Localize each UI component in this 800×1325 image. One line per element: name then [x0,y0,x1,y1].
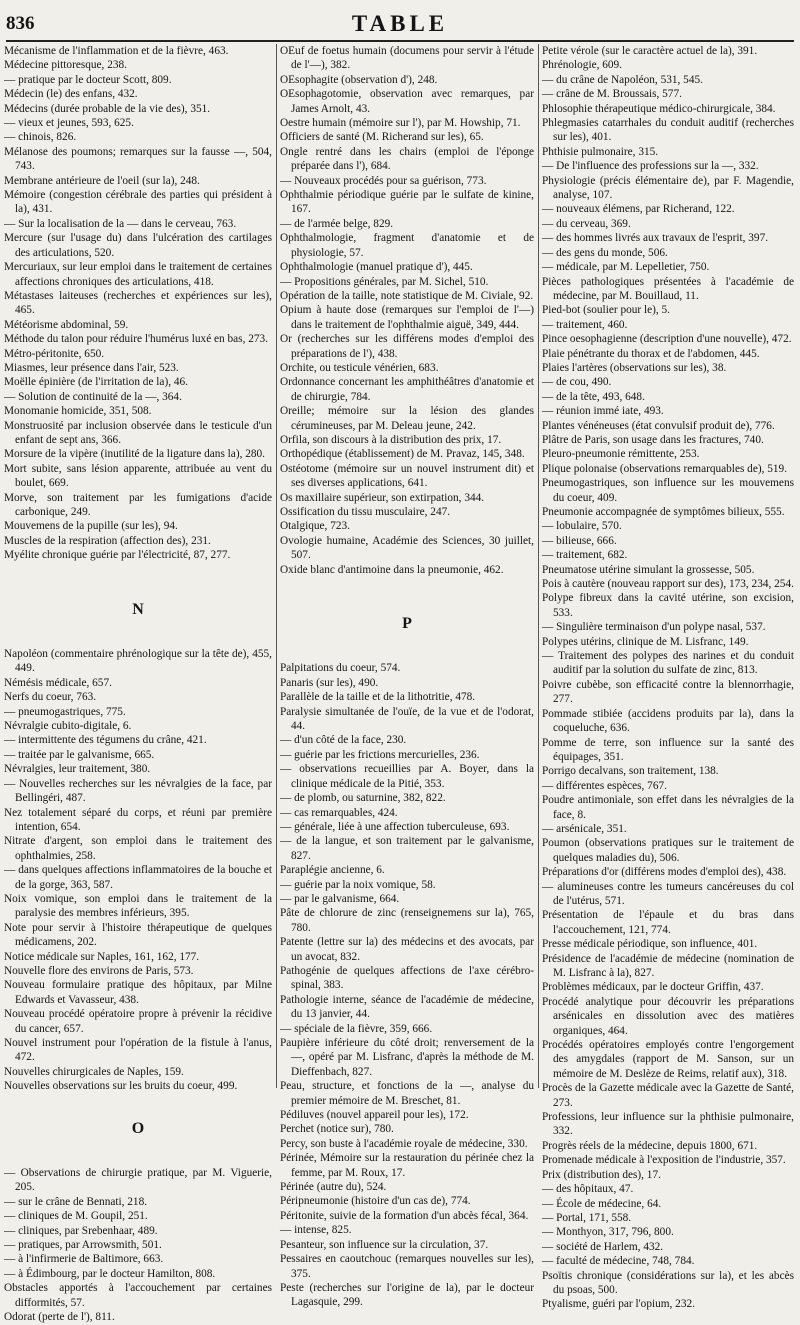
index-entry: Petite vérole (sur le caractère actuel de la), 391. [542,45,758,57]
index-entry: Progrès réels de la médecine, depuis 1800, 671. [542,1139,758,1152]
index-entry: Péripneumonie (histoire d'un cas de), 774. [280,1195,471,1208]
index-entry: OEsophagite (observation d'), 248. [280,73,438,86]
index-entry: Pneumogastriques, son influence sur les mouvemens du coeur, 409. [542,477,794,504]
index-entry: Officiers de santé (M. Richerand sur les), 65. [280,131,484,144]
index-entry: Orthopédique (établissement) de M. Pravaz, 145, 348. [280,448,525,461]
index-entry: Métastases laiteuses (recherches et expériences sur les), 465. [4,289,272,317]
index-entry: Porrigo decalvans, son traitement, 138. [542,765,719,778]
index-entry: Plaie pénétrante du thorax et de l'abdomen, 445. [542,347,760,360]
index-entry: Or (recherches sur les différens modes d'emploi des préparations de l'), 438. [280,333,534,360]
index-entry: Météorisme abdominal, 59. [4,318,129,331]
index-entry: Moëlle épinière (de l'irritation de la), 46. [4,376,188,389]
index-entry: Poivre cubèbe, son efficacité contre la blennorrhagie, 277. [542,678,794,706]
index-entry: Paupière inférieure du côté droit; renversement de la —, opéré par M. Lisfranc, d'après la méthode de M. Dieffenbach, 827. [280,1037,534,1078]
index-entry: Mécanisme de l'inflammation et de la fièvre, 463. [4,45,229,57]
index-entry: Présentation de l'épaule et du bras dans l'accouchement, 121, 774. [542,909,794,936]
index-entry: — intermittente des tégumens du crâne, 421. [4,734,207,747]
index-entry: Peste (recherches sur l'origine de la), par le docteur Lagasquie, 299. [280,1281,534,1309]
index-entry: Procédé analytique pour découvrir les préparations arsénicales en dissolution avec des matières organiques, 464. [542,995,794,1037]
index-entry: Oreille; mémoire sur la lésion des glandes cérumineuses, par M. Deleau jeune, 242. [280,405,534,432]
index-entry: Nitrate d'argent, son emploi dans le traitement des ophthalmies, 258. [4,835,272,862]
index-entry: Muscles de la respiration (affection des), 231. [4,534,211,547]
index-entry: Plique polonaise (observations remarquables de), 519. [542,462,788,475]
index-entry: Otalgique, 723. [280,520,350,533]
index-entry: Odorat (perte de l'), 811. [4,1311,115,1324]
index-entry: Mélanose des poumons; remarques sur la fausse —, 504, 743. [4,145,272,173]
index-entry: Patente (lettre sur la) des médecins et des avocats, par un avocat, 832. [280,936,534,963]
index-entry: — du cerveau, 369. [542,217,631,230]
index-entry: — observations recueillies par A. Boyer, dans la clinique médicale de la Pitié, 353. [280,763,534,790]
index-entry: — traitée par le galvanisme, 665. [4,748,155,761]
index-entry: Phthisie pulmonaire, 315. [542,145,659,158]
index-entry: — Nouvelles recherches sur les névralgies de la face, par Bellingéri, 487. [4,777,272,805]
index-entry: Pédiluves (nouvel appareil pour les), 172. [280,1109,469,1122]
index-entry: Problèmes médicaux, par le docteur Griffin, 437. [542,981,764,994]
index-entry: — dans quelques affections inflammatoires de la bouche et de la gorge, 363, 587. [4,864,272,891]
index-entry: Paraplégie ancienne, 6. [280,864,385,877]
index-entry: Parallèle de la taille et de la lithotritie, 478. [280,691,476,704]
index-entry: Nouvelles observations sur les bruits du coeur, 499. [4,1080,238,1093]
index-entry: Morsure de la vipère (inutilité de la ligature dans la), 280. [4,448,265,461]
index-entry: Mouvemens de la pupille (sur les), 94. [4,520,178,533]
index-entry: — Solution de continuité de la —, 364. [4,390,182,403]
index-entry: — réunion immé iate, 493. [542,405,664,418]
index-entry: Nez totalement séparé du corps, et réuni par première intention, 654. [4,806,272,833]
index-entry: Presse médicale périodique, son influence, 401. [542,938,758,951]
index-entry: Monomanie homicide, 351, 508. [4,405,152,418]
index-entry: — vieux et jeunes, 593, 625. [4,117,134,130]
index-entry: Oxide blanc d'antimoine dans la pneumonie, 462. [280,563,504,576]
index-entry: OEsophagotomie, observation avec remarques, par James Arnolt, 43. [280,88,534,115]
index-entry: — de cou, 490. [542,376,612,389]
index-entry: Ossification du tissu musculaire, 247. [280,506,451,518]
index-entry: Orchite, ou testicule vénérien, 683. [280,361,439,374]
index-entry: Pâte de chlorure de zinc (renseignemens sur la), 765, 780. [280,907,534,934]
index-entry: Pince oesophagienne (description d'une nouvelle), 472. [542,333,792,346]
index-entry: Note pour servir à l'histoire thérapeutique de quelques médicamens, 202. [4,921,272,949]
index-entry: — cliniques, par Srebenhaar, 489. [4,1224,158,1237]
index-entry: Phlosophie thérapeutique médico-chirurgicale, 384. [542,102,776,115]
index-column-2 [280,44,534,1309]
index-entry: — des hôpitaux, 47. [542,1183,634,1196]
index-entry: — Nouveaux procédés pour sa guérison, 773. [280,174,487,187]
index-entry: — traitement, 682. [542,549,628,562]
index-entry: — cas remarquables, 424. [280,806,398,819]
index-entry: Plâtre de Paris, son usage dans les fractures, 740. [542,433,764,446]
index-entry: Ovologie humaine, Académie des Sciences, 30 juillet, 507. [280,534,534,562]
section-letter-p: P [402,615,412,633]
index-entry: Procédés opératoires employés contre l'engorgement des amygdales (rapport de M. Sanson, sur un mémoire de M. Deslèze de Reims, relatif aux), 318. [542,1039,794,1080]
index-entry: — à l'infirmerie de Baltimore, 663. [4,1253,164,1266]
index-column-3 [542,44,794,1311]
index-entry: — traitement, 460. [542,318,628,331]
index-entry: — lobulaire, 570. [542,520,622,533]
index-entry: Pathogénie de quelques affections de l'axe cérébro-spinal, 383. [280,964,534,992]
index-entry: Névralgies, leur traitement, 380. [4,763,151,776]
index-entry: Palpitations du coeur, 574. [280,662,401,675]
column-divider [538,44,539,1088]
index-entry: Némésis médicale, 657. [4,676,112,689]
index-entry: Névralgie cubito-digitale, 6. [4,720,132,733]
index-entry: Mercure (sur l'usage du) dans l'ulcération des cartilages des articulations, 520. [4,232,272,259]
index-entry: Psoïtis chronique (considérations sur la), et les abcès du psoas, 500. [542,1269,794,1296]
index-entry: — guérie par les frictions mercurielles, 236. [280,748,480,761]
index-entry: Méthode du talon pour réduire l'humérus luxé en bas, 273. [4,333,268,346]
index-entry: — de plomb, ou saturnine, 382, 822. [280,792,446,805]
index-entry: Membrane antérieure de l'oeil (sur la), 248. [4,174,200,187]
index-entry: — spéciale de la fièvre, 359, 666. [280,1022,433,1035]
index-entry: Plantes vénéneuses (état convulsif produit de), 776. [542,419,775,432]
index-entry: — Propositions générales, par M. Sichel, 510. [280,275,489,288]
index-entry: Polypes utérins, clinique de M. Lisfranc, 149. [542,635,749,648]
index-entry: Pessaires en caoutchouc (remarques nouvelles sur les), 375. [280,1253,534,1280]
index-entry: — De l'influence des professions sur la —, 332. [542,160,759,173]
index-entry: Notice médicale sur Naples, 161, 162, 177. [4,950,200,963]
index-entry: — chinois, 826. [4,131,77,144]
index-entry: Péritonite, suivie de la formation d'un abcès fécal, 364. [280,1209,529,1222]
index-column-1 [4,44,272,1324]
index-entry: — alumineuses contre les tumeurs cancéreuses du col de l'utérus, 571. [542,880,794,907]
index-entry: Physiologie (précis élémentaire de), par F. Magendie, analyse, 107. [542,174,794,202]
index-entry: — cliniques de M. Goupil, 251. [4,1210,148,1223]
index-entry: Poumon (observations pratiques sur le traitement de quelques maladies du), 506. [542,837,794,864]
index-entry: Polype fibreux dans la cavité utérine, son excision, 533. [542,592,794,619]
index-entry: Opium à haute dose (remarques sur l'emploi de l'—) dans le traitement de l'ophthalmie aiguë, 349, 444. [280,304,534,331]
index-entry: Ongle rentré dans les chairs (emploi de l'éponge préparée dans l'), 684. [280,145,534,173]
index-entry: Oestre humain (mémoire sur l'), par M. Howship, 71. [280,117,521,130]
index-entry: Paralysie simultanée de l'ouïe, de la vue et de l'odorat, 44. [280,705,534,733]
header-rule [6,40,794,42]
index-entry: Pesanteur, son influence sur la circulation, 37. [280,1238,489,1251]
index-entry: Ptyalisme, guéri par l'opium, 232. [542,1298,695,1311]
index-entry: Pied-bot (soulier pour le), 5. [542,304,671,317]
index-entry: Procès de la Gazette médicale avec la Gazette de Santé, 273. [542,1082,794,1109]
index-entry: — pneumogastriques, 775. [4,705,126,718]
index-entry: Percy, son buste à l'académie royale de médecine, 330. [280,1137,528,1150]
index-entry: Médecine pittoresque, 238. [4,59,127,72]
index-entry: Nouvelle flore des environs de Paris, 573. [4,964,194,977]
index-entry: — Monthyon, 317, 796, 800. [542,1226,674,1239]
index-entry: — Sur la localisation de la — dans le cerveau, 763. [4,217,237,230]
index-entry: Noix vomique, son emploi dans le traitement de la paralysie des membres inférieurs, 395. [4,892,272,920]
index-entry: — nouveaux élémens, par Richerand, 122. [542,203,735,216]
index-entry: Phrénologie, 609. [542,59,623,72]
index-entry: Plaies l'artères (observations sur les), 38. [542,361,727,374]
section-letter-o: O [131,1119,145,1137]
index-entry: Mémoire (congestion cérébrale des parties qui président à la), 431. [4,189,272,216]
index-entry: Ordonnance concernant les amphithéâtres d'anatomie et de chirurgie, 784. [280,376,534,403]
index-entry: Phlegmasies catarrhales du conduit auditif (recherches sur les), 401. [542,117,794,144]
index-entry: Pomme de terre, son influence sur la santé des équipages, 351. [542,736,794,763]
index-entry: Présidence de l'académie de médecine (nomination de M. Lisfranc à la), 827. [542,952,794,979]
index-entry: — faculté de médecine, 748, 784. [542,1255,695,1268]
index-entry: Panaris (sur les), 490. [280,676,379,689]
index-entry: — de la langue, et son traitement par le galvanisme, 827. [280,835,534,862]
index-entry: Médecin (le) des enfans, 432. [4,88,138,101]
index-entry: Préparations d'or (différens modes d'emploi des), 438. [542,866,787,879]
index-entry: — société de Harlem, 432. [542,1240,664,1253]
index-entry: Monstruosité par inclusion observée dans le testicule d'un enfant de sept ans, 366. [4,419,272,446]
index-entry: — d'un côté de la face, 230. [280,734,407,747]
index-entry: — arsénicale, 351. [542,822,627,835]
index-entry: Métro-péritonite, 650. [4,347,105,360]
index-entry: — des gens du monde, 506. [542,246,668,259]
index-entry: — des hommes livrés aux travaux de l'esprit, 397. [542,232,769,245]
column-divider [276,44,277,1088]
index-entry: — du crâne de Napoléon, 531, 545. [542,73,703,86]
index-entry: Pneumonie accompagnée de symptômes bilieux, 555. [542,506,785,518]
index-entry: — par le galvanisme, 664. [280,892,400,905]
index-entry: Promenade médicale à l'exposition de l'industrie, 357. [542,1154,786,1167]
page-number: 836 [6,13,35,34]
index-entry: Miasmes, leur présence dans l'air, 523. [4,361,179,374]
index-entry: Nouveau procédé opératoire propre à prévenir la récidive du cancer, 657. [4,1008,272,1035]
index-entry: Opération de la taille, note statistique de M. Civiale, 92. [280,289,534,302]
index-entry: — Singulière terminaison d'un polype nasal, 537. [542,621,766,634]
index-entry: Mort subite, sans lésion apparente, attribuée au vent du boulet, 669. [4,462,272,490]
index-entry: Ophthalmologie, fragment d'anatomie et de physiologie, 57. [280,232,534,259]
index-entry: Orfila, son discours à la distribution des prix, 17. [280,433,502,446]
index-entry: Pleuro-pneumonie rémittente, 253. [542,448,700,461]
index-entry: — différentes espèces, 767. [542,779,667,792]
index-entry: OEuf de foetus humain (documens pour servir à l'étude de l'—), 382. [280,45,534,72]
index-entry: Pièces pathologiques présentées à l'académie de médecine, par M. Bouillaud, 11. [542,275,794,302]
index-entry: Pneumatose utérine simulant la grossesse, 505. [542,563,755,576]
index-entry: — bilieuse, 666. [542,534,617,547]
index-entry: Morve, son traitement par les fumigations d'acide carbonique, 249. [4,491,272,518]
index-entry: — pratiques, par Arrowsmith, 501. [4,1239,162,1252]
index-entry: Poudre antimoniale, son effet dans les névralgies de la face, 8. [542,794,794,821]
index-entry: — à Édimbourg, par le docteur Hamilton, 808. [4,1267,216,1280]
index-entry: Perchet (notice sur), 780. [280,1123,394,1136]
index-entry: — médicale, par M. Lepelletier, 750. [542,261,710,274]
index-entry: Obstacles apportés à l'accouchement par certaines difformités, 57. [4,1282,272,1309]
index-entry: Nouvel instrument pour l'opération de la fistule à l'anus, 472. [4,1037,272,1064]
index-entry: Ostéotome (mémoire sur un nouvel instrument dit) et ses diverses applications, 641. [280,462,534,490]
index-entry: — crâne de M. Broussais, 577. [542,88,682,101]
index-entry: — de l'armée belge, 829. [280,217,394,230]
index-entry: Nouveau formulaire pratique des hôpitaux, par Milne Edwards et Vavasseur, 438. [4,979,272,1006]
index-entry: — intense, 825. [280,1224,352,1237]
index-entry: Nouvelles chirurgicales de Naples, 159. [4,1065,184,1078]
index-entry: — École de médecine, 64. [542,1197,662,1210]
index-entry: Pommade stibiée (accidens produits par la), dans la coqueluche, 636. [542,707,794,735]
index-entry: Mercuriaux, sur leur emploi dans le traitement de certaines affections chroniques des articulations, 418. [4,261,272,288]
index-entry: Pathologie interne, séance de l'académie de médecine, du 13 janvier, 44. [280,993,534,1021]
page-header [0,0,800,40]
index-entry: Peau, structure, et fonctions de la —, analyse du premier mémoire de M. Breschet, 81. [280,1080,534,1107]
index-entry: Napoléon (commentaire phrénologique sur la tête de), 455, 449. [4,648,272,675]
index-entry: Prix (distribution des), 17. [542,1168,661,1181]
index-entry: Myélite chronique guérie par l'électricité, 87, 277. [4,549,231,562]
section-letter-n: N [132,600,144,618]
index-entry: — Observations de chirurgie pratique, par M. Viguerie, 205. [4,1167,272,1194]
index-entry: — Traitement des polypes des narines et du conduit auditif par la solution du sulfate de zinc, 813. [542,650,794,677]
index-entry: Pois à cautère (nouveau rapport sur des), 173, 234, 254. [542,578,794,591]
index-entry: — sur le crâne de Bennati, 218. [4,1195,148,1208]
index-entry: — générale, liée à une affection tuberculeuse, 693. [280,820,510,833]
index-entry: Périnée, Mémoire sur la restauration du périnée chez la femme, par M. Roux, 17. [280,1152,534,1179]
index-entry: — guérie par la noix vomique, 58. [280,878,436,891]
index-entry: Périnée (autre du), 524. [280,1181,387,1194]
page-title: TABLE [351,11,449,36]
index-entry: — de la tête, 493, 648. [542,390,645,403]
index-entry: Professions, leur influence sur la phthisie pulmonaire, 332. [542,1111,794,1138]
index-entry: Ophthalmologie (manuel pratique d'), 445. [280,261,473,274]
index-entry: Nerfs du coeur, 763. [4,691,97,704]
index-entry: — Portal, 171, 558. [542,1211,632,1224]
index-entry: Ophthalmie périodique guérie par le sulfate de kinine, 167. [280,189,534,216]
index-entry: — pratique par le docteur Scott, 809. [4,73,172,86]
index-entry: Os maxillaire supérieur, son extirpation, 344. [280,491,485,504]
index-entry: Médecins (durée probable de la vie des), 351. [4,102,211,115]
